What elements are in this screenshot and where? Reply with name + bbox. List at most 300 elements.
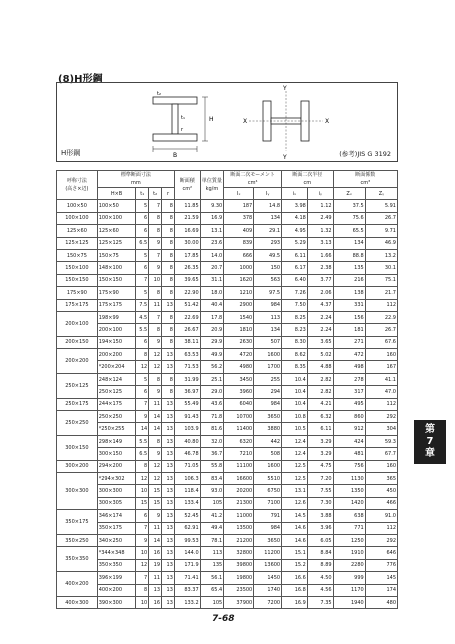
table-cell: 1.12 xyxy=(307,200,333,212)
table-cell: 1250 xyxy=(333,534,365,546)
table-cell: 13 xyxy=(162,510,175,522)
table-cell: 4.88 xyxy=(307,361,333,373)
table-row xyxy=(57,299,398,311)
table-cell: 13.1 xyxy=(282,485,308,497)
table-cell: 22.90 xyxy=(174,287,200,299)
page-number: 7-68 xyxy=(212,614,235,624)
table-cell: 666 xyxy=(224,249,254,261)
table-cell: 8 xyxy=(149,435,162,447)
table-cell: 9.71 xyxy=(365,225,397,237)
table-cell: 21.59 xyxy=(174,212,200,224)
table-cell: 19 xyxy=(149,559,162,571)
table-row xyxy=(57,398,398,410)
table-cell: 21300 xyxy=(224,497,254,509)
table-cell: 13 xyxy=(162,448,175,460)
hdr-std-unit: mm xyxy=(130,180,141,186)
table-cell: 646 xyxy=(365,547,397,559)
table-cell: 6.40 xyxy=(282,274,308,286)
table-cell: 10.4 xyxy=(282,398,308,410)
header-row-2 xyxy=(57,188,398,200)
table-cell: 5510 xyxy=(254,472,282,484)
hdr-r: r xyxy=(162,188,175,200)
table-cell: 1540 xyxy=(224,311,254,323)
table-cell: 860 xyxy=(333,411,365,423)
table-cell: 1450 xyxy=(254,572,282,584)
table-row xyxy=(57,559,398,571)
table-cell: 14.6 xyxy=(282,522,308,534)
table-cell: 756 xyxy=(333,460,365,472)
table-row xyxy=(57,212,398,224)
table-cell: 1940 xyxy=(333,596,365,608)
table-cell: 15 xyxy=(136,497,149,509)
table-row xyxy=(57,262,398,274)
table-cell: 2.38 xyxy=(307,262,333,274)
dim-t1-label: t₁ xyxy=(181,115,185,121)
table-cell: 1130 xyxy=(333,472,365,484)
table-cell: 999 xyxy=(333,572,365,584)
chapter-tab-line1: 第 xyxy=(425,424,435,435)
table-cell: 7.5 xyxy=(136,299,149,311)
table-cell: 7.26 xyxy=(282,287,308,299)
table-cell: 13 xyxy=(162,460,175,472)
table-cell: 346×174 xyxy=(97,510,136,522)
table-cell: 113 xyxy=(200,547,224,559)
table-cell: 12 xyxy=(136,472,149,484)
table-cell: 7 xyxy=(136,522,149,534)
section-title: (8)H形鋼 xyxy=(58,74,103,85)
table-cell: 6 xyxy=(136,386,149,398)
table-cell: 13 xyxy=(162,472,175,484)
table-cell: 100×100 xyxy=(97,212,136,224)
table-cell: 49.9 xyxy=(200,349,224,361)
table-cell: 99.53 xyxy=(174,534,200,546)
nominal-size-cell: 100×50 xyxy=(57,200,98,212)
table-cell: 7100 xyxy=(254,497,282,509)
table-cell: 984 xyxy=(254,522,282,534)
table-cell: 4980 xyxy=(224,361,254,373)
hdr-t1: t₁ xyxy=(136,188,149,200)
hdr-ix: Iₓ xyxy=(224,188,254,200)
table-cell: 12.4 xyxy=(282,448,308,460)
table-cell: 12 xyxy=(149,349,162,361)
dimension-lines-left xyxy=(153,97,208,152)
table-cell: 71.8 xyxy=(200,411,224,423)
table-cell: 8 xyxy=(162,324,175,336)
table-cell: 3.29 xyxy=(307,435,333,447)
table-cell: 9 xyxy=(149,262,162,274)
table-cell: 7 xyxy=(149,311,162,323)
table-cell: 30.00 xyxy=(174,237,200,249)
table-cell: 20200 xyxy=(224,485,254,497)
table-cell: 8 xyxy=(162,225,175,237)
table-cell: 8 xyxy=(149,373,162,385)
table-cell: 1350 xyxy=(333,485,365,497)
table-row xyxy=(57,361,398,373)
table-cell: 7200 xyxy=(254,596,282,608)
table-cell: 145 xyxy=(365,572,397,584)
table-cell: 984 xyxy=(254,299,282,311)
nominal-size-cell: 200×150 xyxy=(57,336,98,348)
table-cell: 14.8 xyxy=(254,200,282,212)
table-row xyxy=(57,311,398,323)
table-cell: *250×255 xyxy=(97,423,136,435)
table-row xyxy=(57,510,398,522)
table-cell: 4.50 xyxy=(307,572,333,584)
table-cell: 13500 xyxy=(224,522,254,534)
table-cell: 97.5 xyxy=(254,287,282,299)
h-beam-spec-table xyxy=(56,170,398,609)
table-cell: 6.17 xyxy=(282,262,308,274)
table-cell: 508 xyxy=(254,448,282,460)
table-cell: 14.0 xyxy=(200,249,224,261)
table-cell: 150×75 xyxy=(97,249,136,261)
table-cell: 16.69 xyxy=(174,225,200,237)
table-cell: 46.9 xyxy=(365,237,397,249)
table-cell: 67.7 xyxy=(365,448,397,460)
table-cell: 304 xyxy=(365,423,397,435)
axes-lines xyxy=(249,91,323,151)
table-cell: 8.25 xyxy=(282,311,308,323)
table-cell: 32.0 xyxy=(200,435,224,447)
table-cell: 8 xyxy=(149,212,162,224)
table-cell: 15.2 xyxy=(282,559,308,571)
table-cell: 26.35 xyxy=(174,262,200,274)
table-cell: 23500 xyxy=(224,584,254,596)
table-cell: 10 xyxy=(136,485,149,497)
table-cell: 5.91 xyxy=(365,200,397,212)
table-cell: 12 xyxy=(136,559,149,571)
table-cell: 2630 xyxy=(224,336,254,348)
table-cell: 160 xyxy=(365,460,397,472)
table-cell: 88.8 xyxy=(333,249,365,261)
table-cell: 135 xyxy=(333,262,365,274)
table-cell: 103.9 xyxy=(174,423,200,435)
table-cell: 9 xyxy=(149,336,162,348)
table-row xyxy=(57,584,398,596)
table-cell: 298×149 xyxy=(97,435,136,447)
table-row xyxy=(57,497,398,509)
table-cell: 91.43 xyxy=(174,411,200,423)
table-row xyxy=(57,423,398,435)
table-cell: 8.89 xyxy=(307,559,333,571)
table-cell: 5.29 xyxy=(282,237,308,249)
table-cell: 30.1 xyxy=(365,262,397,274)
table-cell: 7.20 xyxy=(307,472,333,484)
table-cell: 106.3 xyxy=(174,472,200,484)
h-beam-figure xyxy=(56,82,398,162)
hdr-iy: Iᵧ xyxy=(254,188,282,200)
table-cell: 100×50 xyxy=(97,200,136,212)
table-cell: 300×300 xyxy=(97,485,136,497)
hdr-radius-unit: cm xyxy=(303,180,312,186)
table-cell: 8 xyxy=(162,262,175,274)
table-cell: 75.6 xyxy=(333,212,365,224)
table-cell: 5 xyxy=(136,287,149,299)
table-cell: 4.95 xyxy=(282,225,308,237)
table-cell: 6040 xyxy=(224,398,254,410)
table-cell: 12.4 xyxy=(282,435,308,447)
table-cell: 507 xyxy=(254,336,282,348)
table-cell: 3.96 xyxy=(307,522,333,534)
table-cell: 55.49 xyxy=(174,398,200,410)
table-cell: 51.42 xyxy=(174,299,200,311)
nominal-size-cell: 175×175 xyxy=(57,299,98,311)
nominal-size-cell: 300×300 xyxy=(57,472,98,509)
hdr-rx: iₓ xyxy=(282,188,308,200)
table-cell: 271 xyxy=(333,336,365,348)
table-row xyxy=(57,411,398,423)
table-cell: 450 xyxy=(365,485,397,497)
table-cell: 10 xyxy=(136,596,149,608)
hdr-modulus xyxy=(333,171,397,188)
table-cell: 11 xyxy=(149,522,162,534)
table-row xyxy=(57,237,398,249)
table-cell: 20.7 xyxy=(200,262,224,274)
table-cell: 300×305 xyxy=(97,497,136,509)
axis-y-label-top: Y xyxy=(283,85,287,92)
table-cell: 125×60 xyxy=(97,225,136,237)
nominal-size-cell: 150×150 xyxy=(57,274,98,286)
table-cell: 10.5 xyxy=(282,423,308,435)
hdr-radius-text: 断面二次半径 xyxy=(292,172,323,178)
table-cell: 255 xyxy=(254,373,282,385)
table-cell: 8.30 xyxy=(282,336,308,348)
table-cell: 13 xyxy=(162,534,175,546)
table-cell: 3.77 xyxy=(307,274,333,286)
table-cell: 13 xyxy=(162,572,175,584)
table-cell: 187 xyxy=(224,200,254,212)
table-cell: *200×204 xyxy=(97,361,136,373)
table-cell: 14 xyxy=(149,423,162,435)
table-cell: 12 xyxy=(149,361,162,373)
nominal-size-cell: 250×250 xyxy=(57,411,98,436)
table-cell: 17.8 xyxy=(200,311,224,323)
table-cell: 125×125 xyxy=(97,237,136,249)
table-cell: 13 xyxy=(162,497,175,509)
table-cell: 8 xyxy=(162,386,175,398)
table-cell: 8 xyxy=(149,225,162,237)
table-cell: 13.2 xyxy=(365,249,397,261)
table-cell: 174 xyxy=(365,584,397,596)
table-cell: 56.1 xyxy=(200,572,224,584)
table-cell: 15 xyxy=(149,497,162,509)
table-cell: 5 xyxy=(136,373,149,385)
table-cell: 1000 xyxy=(224,262,254,274)
table-cell: 8 xyxy=(162,373,175,385)
hdr-mass-text: 単位質量 xyxy=(201,178,222,185)
header-row-1 xyxy=(57,171,398,188)
table-cell: 984 xyxy=(254,398,282,410)
table-cell: 8 xyxy=(162,336,175,348)
table-cell: 21200 xyxy=(224,534,254,546)
table-cell: 14 xyxy=(149,534,162,546)
table-cell: 133.2 xyxy=(174,596,200,608)
table-row xyxy=(57,249,398,261)
table-cell: 5 xyxy=(136,200,149,212)
table-cell: 293 xyxy=(254,237,282,249)
table-cell: 8 xyxy=(162,311,175,323)
table-cell: 17.85 xyxy=(174,249,200,261)
table-cell: 8 xyxy=(162,274,175,286)
table-row xyxy=(57,472,398,484)
table-cell: 29.0 xyxy=(200,386,224,398)
web-shape xyxy=(172,104,178,134)
nominal-size-cell: 250×175 xyxy=(57,398,98,410)
nominal-size-cell: 150×100 xyxy=(57,262,98,274)
table-cell: 134 xyxy=(254,324,282,336)
table-cell: 12 xyxy=(149,472,162,484)
table-cell: 23.6 xyxy=(200,237,224,249)
table-row xyxy=(57,225,398,237)
table-cell: 8 xyxy=(149,287,162,299)
table-cell: 37900 xyxy=(224,596,254,608)
table-cell: 10.4 xyxy=(282,386,308,398)
table-cell: 83.4 xyxy=(200,472,224,484)
table-cell: 13600 xyxy=(254,559,282,571)
table-cell: 175×175 xyxy=(97,299,136,311)
table-cell: 13 xyxy=(162,435,175,447)
table-cell: 9 xyxy=(136,534,149,546)
table-cell: 32800 xyxy=(224,547,254,559)
table-cell: 112 xyxy=(365,299,397,311)
table-cell: 3.98 xyxy=(282,200,308,212)
dim-h-label: H xyxy=(209,116,214,123)
table-row xyxy=(57,435,398,447)
table-cell: 11200 xyxy=(254,547,282,559)
nominal-size-cell: 350×350 xyxy=(57,547,98,572)
nominal-size-cell: 250×125 xyxy=(57,373,98,398)
table-cell: 39800 xyxy=(224,559,254,571)
bottom-flange-shape xyxy=(153,134,197,141)
table-cell: 41.1 xyxy=(365,373,397,385)
table-cell: 13 xyxy=(149,584,162,596)
table-cell: 13 xyxy=(162,522,175,534)
table-cell: 3880 xyxy=(254,423,282,435)
table-cell: 1740 xyxy=(254,584,282,596)
axis-x-label-right: X xyxy=(325,118,330,125)
table-cell: 148×100 xyxy=(97,262,136,274)
table-cell: 424 xyxy=(333,435,365,447)
table-cell: 4.75 xyxy=(307,460,333,472)
table-cell: 194×150 xyxy=(97,336,136,348)
table-cell: 105 xyxy=(200,596,224,608)
table-cell: 40.80 xyxy=(174,435,200,447)
hdr-modulus-text: 断面係数 xyxy=(355,172,376,178)
nominal-size-cell: 125×125 xyxy=(57,237,98,249)
table-cell: 248×124 xyxy=(97,373,136,385)
table-cell: 144.0 xyxy=(174,547,200,559)
table-cell: 118.4 xyxy=(174,485,200,497)
table-cell: 16600 xyxy=(224,472,254,484)
table-cell: 498 xyxy=(333,361,365,373)
table-cell: 171.9 xyxy=(174,559,200,571)
table-cell: 5 xyxy=(136,249,149,261)
table-cell: 8 xyxy=(162,212,175,224)
table-cell: 13 xyxy=(162,299,175,311)
axis-x-label-left: X xyxy=(243,118,248,125)
table-cell: 7 xyxy=(136,398,149,410)
table-cell: 71.53 xyxy=(174,361,200,373)
table-cell: 1.66 xyxy=(307,249,333,261)
table-cell: 3.13 xyxy=(307,237,333,249)
table-cell: 93.0 xyxy=(200,485,224,497)
table-cell: 12.6 xyxy=(282,497,308,509)
table-cell: 9.30 xyxy=(200,200,224,212)
table-cell: 13 xyxy=(162,398,175,410)
table-row xyxy=(57,534,398,546)
nominal-size-cell: 175×90 xyxy=(57,287,98,299)
table-cell: 4.18 xyxy=(282,212,308,224)
table-cell: 7210 xyxy=(224,448,254,460)
table-cell: 16.6 xyxy=(282,572,308,584)
table-cell: 175×90 xyxy=(97,287,136,299)
table-cell: 11 xyxy=(149,572,162,584)
table-cell: 31.99 xyxy=(174,373,200,385)
table-cell: 12.5 xyxy=(282,460,308,472)
table-cell: 156 xyxy=(333,311,365,323)
table-cell: 10 xyxy=(136,547,149,559)
table-cell: 10 xyxy=(149,274,162,286)
table-cell: 40.4 xyxy=(200,299,224,311)
figure-left-label: H形鋼 xyxy=(61,149,81,157)
hdr-modulus-unit: cm³ xyxy=(360,180,371,186)
table-cell: 250×125 xyxy=(97,386,136,398)
table-cell: 300×150 xyxy=(97,448,136,460)
table-cell: 11400 xyxy=(224,423,254,435)
table-row xyxy=(57,485,398,497)
table-cell: 6 xyxy=(136,510,149,522)
table-cell: 20.9 xyxy=(200,324,224,336)
table-cell: 4.37 xyxy=(307,299,333,311)
table-cell: 11000 xyxy=(224,510,254,522)
table-cell: 13 xyxy=(162,584,175,596)
table-cell: 216 xyxy=(333,274,365,286)
table-cell: 134 xyxy=(254,212,282,224)
nominal-size-cell: 200×100 xyxy=(57,311,98,336)
hdr-std-dims xyxy=(97,171,174,188)
table-cell: 2.82 xyxy=(307,373,333,385)
nominal-size-cell: 300×150 xyxy=(57,435,98,460)
table-cell: 13 xyxy=(162,349,175,361)
table-cell: 36.7 xyxy=(200,448,224,460)
table-cell: 63.53 xyxy=(174,349,200,361)
hdr-std-dims-text: 標準断面寸法 xyxy=(120,172,151,178)
table-row xyxy=(57,336,398,348)
table-cell: 350×175 xyxy=(97,522,136,534)
hdr-mass-unit: kg/m xyxy=(205,186,219,193)
table-cell: *294×302 xyxy=(97,472,136,484)
table-cell: 112 xyxy=(365,522,397,534)
table-cell: 481 xyxy=(333,448,365,460)
table-cell: 8 xyxy=(162,249,175,261)
table-cell: 5.5 xyxy=(136,435,149,447)
table-cell: 3650 xyxy=(254,534,282,546)
table-cell: 378 xyxy=(224,212,254,224)
hdr-zx: Zₓ xyxy=(333,188,365,200)
table-cell: 71.41 xyxy=(174,572,200,584)
table-cell: 350×350 xyxy=(97,559,136,571)
hdr-moment-text: 断面二次モーメント xyxy=(230,172,275,178)
table-cell: 200×100 xyxy=(97,324,136,336)
table-cell: 1170 xyxy=(333,584,365,596)
table-cell: 29.9 xyxy=(200,336,224,348)
table-cell: 134 xyxy=(333,237,365,249)
table-cell: 7.30 xyxy=(307,497,333,509)
table-cell: 396×199 xyxy=(97,572,136,584)
table-cell: *344×348 xyxy=(97,547,136,559)
table-cell: 11100 xyxy=(224,460,254,472)
table-cell: 26.7 xyxy=(365,212,397,224)
